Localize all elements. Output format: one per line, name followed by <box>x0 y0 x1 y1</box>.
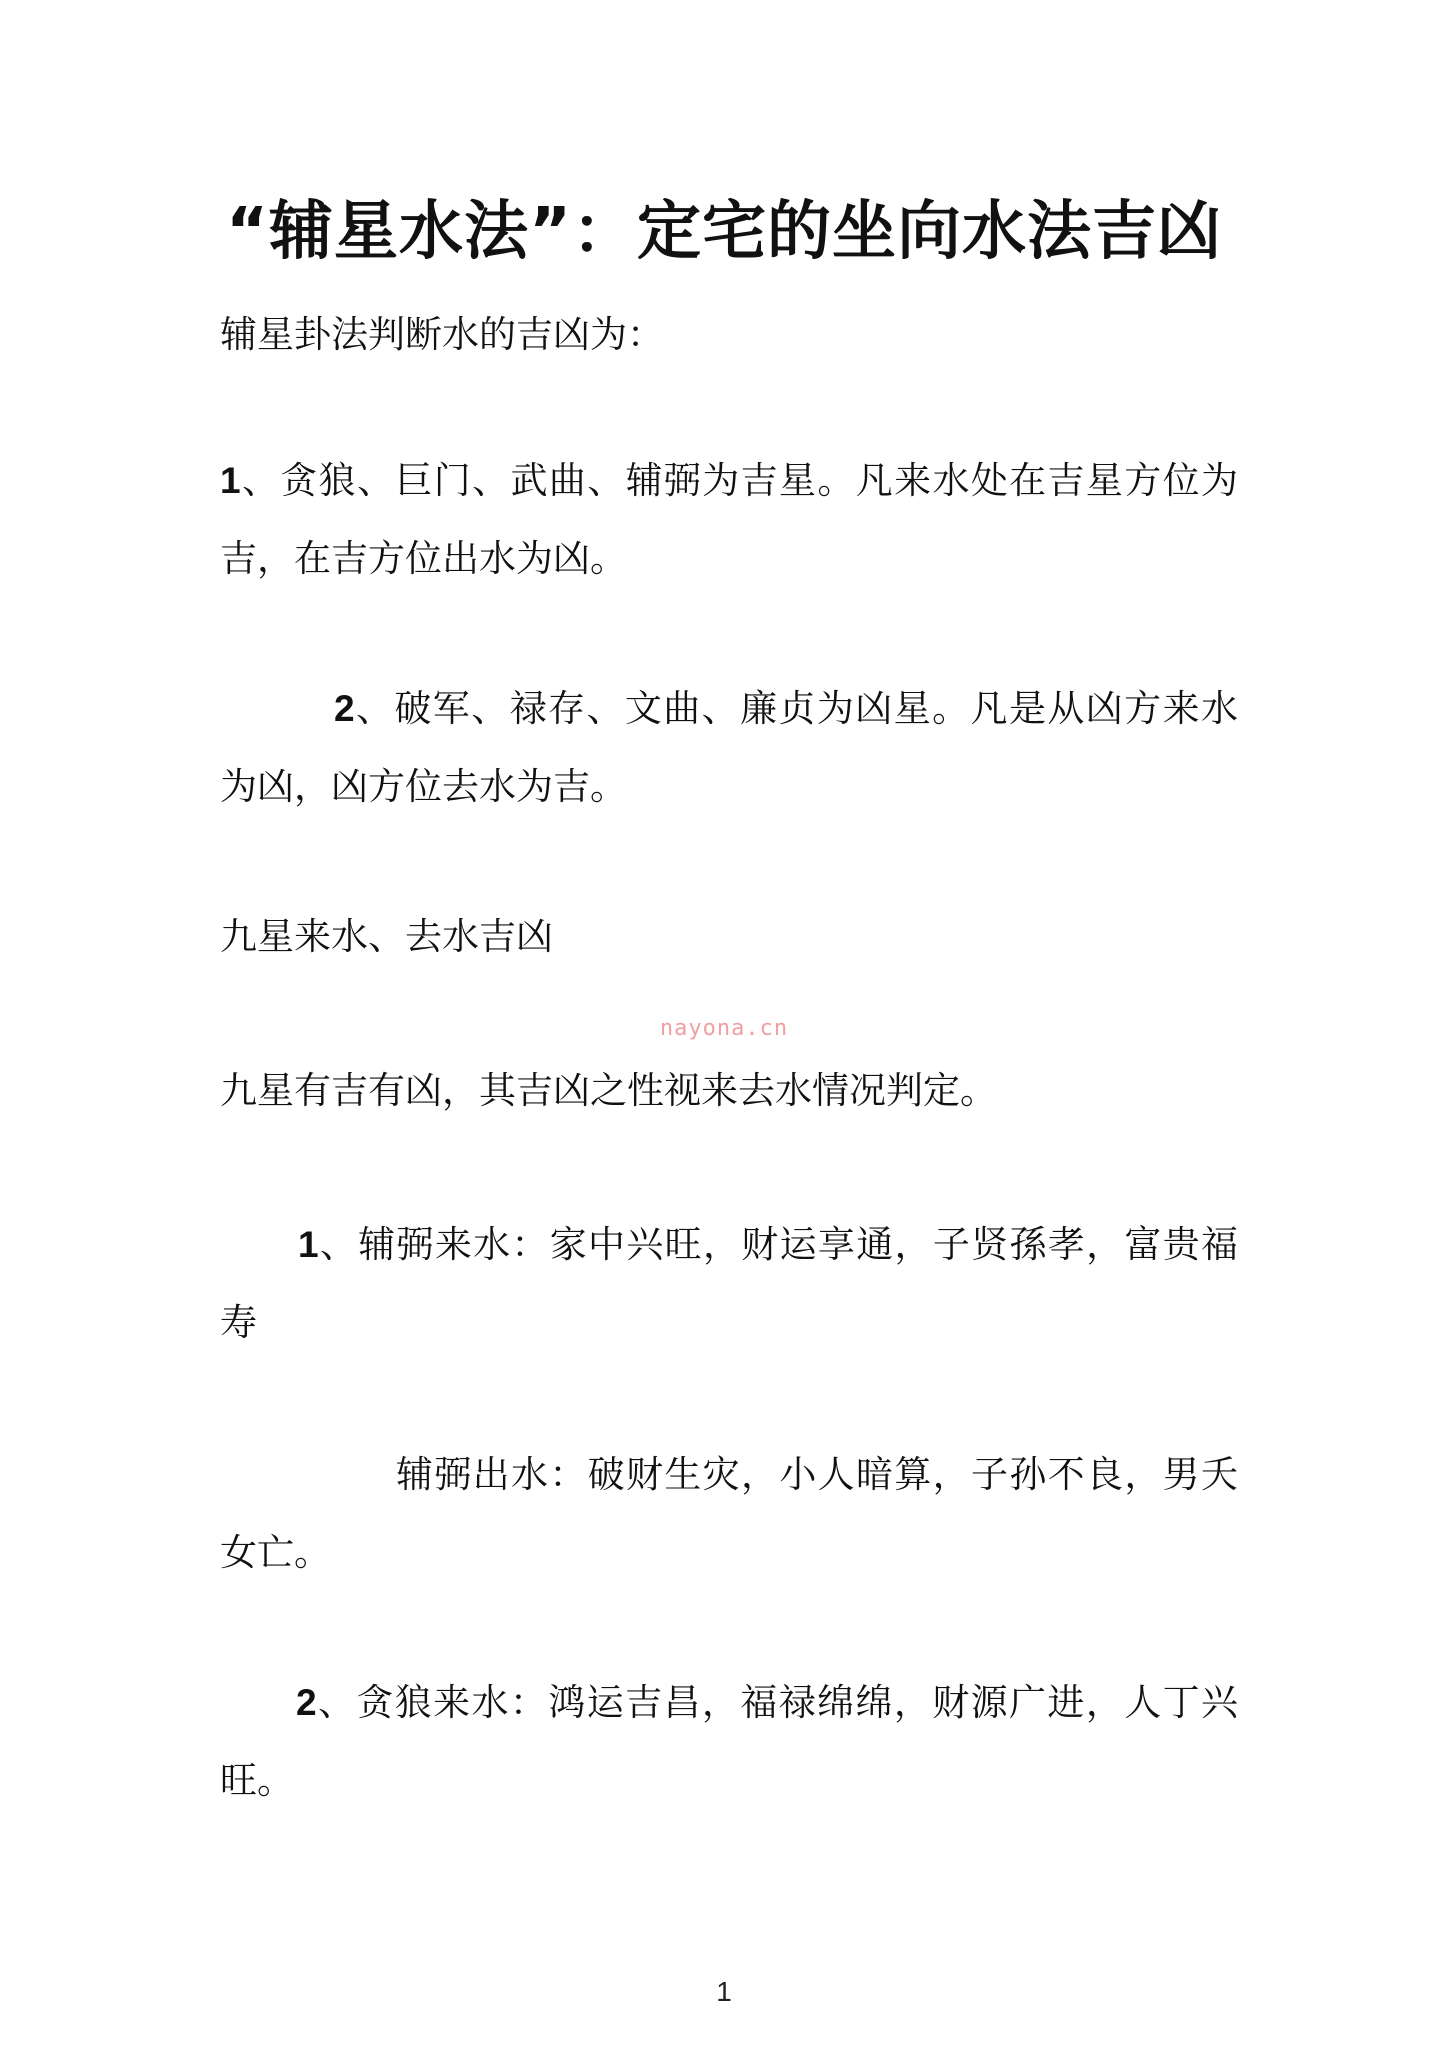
rule-2-text: 、破军、禄存、文曲、廉贞为凶星。凡是从凶方来水为凶，凶方位去水为吉。 <box>220 687 1238 808</box>
nine-stars-heading-text: 九星来水、去水吉凶 <box>220 915 553 958</box>
fubi-in-number: 1 <box>298 1224 319 1265</box>
rule-1-text: 、贪狼、巨门、武曲、辅弼为吉星。凡来水处在吉星方位为吉，在吉方位出水为凶。 <box>220 459 1238 580</box>
fubi-out-text: 辅弼出水：破财生灾，小人暗算，子孙不良，男夭女亡。 <box>220 1453 1238 1574</box>
nine-stars-intro-text: 九星有吉有凶，其吉凶之性视来去水情况判定。 <box>220 1069 997 1112</box>
watermark: nayona.cn <box>659 1016 789 1041</box>
page-title: “辅星水法”：定宅的坐向水法吉凶 <box>225 195 1223 269</box>
intro-text: 辅星卦法判断水的吉凶为： <box>220 313 664 356</box>
rule-2-number: 2 <box>334 688 355 729</box>
tanlang-in-paragraph <box>220 1664 1238 1820</box>
page-number: 1 <box>716 1976 732 2007</box>
intro-paragraph <box>220 296 1238 374</box>
nine-stars-heading <box>220 898 1238 976</box>
rule-2-paragraph <box>220 670 1238 826</box>
fubi-in-paragraph <box>220 1206 1238 1362</box>
tanlang-in-number: 2 <box>296 1682 317 1723</box>
rule-1-paragraph <box>220 442 1238 598</box>
fubi-out-paragraph <box>220 1436 1238 1592</box>
tanlang-in-text: 、贪狼来水：鸿运吉昌，福禄绵绵，财源广进，人丁兴旺。 <box>220 1681 1238 1802</box>
nine-stars-intro-paragraph <box>220 1052 1238 1130</box>
rule-1-number: 1 <box>220 460 241 501</box>
fubi-in-text: 、辅弼来水：家中兴旺，财运享通，子贤孫孝，富贵福寿 <box>220 1223 1238 1344</box>
